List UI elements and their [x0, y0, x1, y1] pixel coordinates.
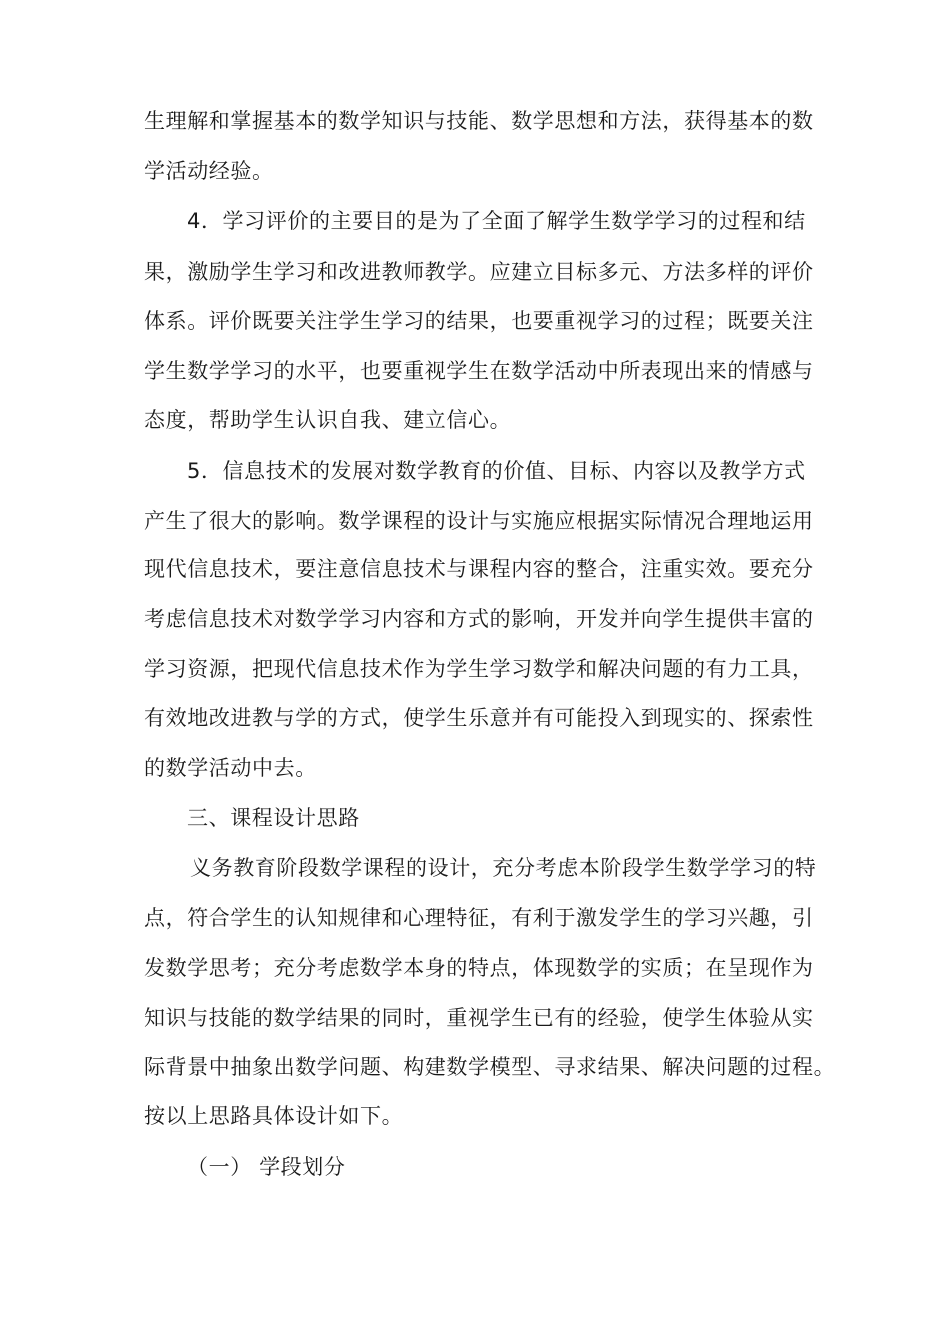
text-line: 按以上思路具体设计如下。: [144, 1104, 404, 1128]
text-line: 发数学思考；充分考虑数学本身的特点，体现数学的实质；在呈现作为: [144, 956, 814, 980]
text-line: 义务教育阶段数学课程的设计，充分考虑本阶段学生数学学习的特: [190, 856, 817, 880]
text-line: 体系。评价既要关注学生学习的结果，也要重视学习的过程；既要关注: [144, 309, 814, 333]
text-line: 有效地改进教与学的方式，使学生乐意并有可能投入到现实的、探索性: [144, 706, 814, 730]
subsection-heading: （一） 学段划分: [187, 1155, 346, 1179]
text-line: 生理解和掌握基本的数学知识与技能、数学思想和方法，获得基本的数: [144, 109, 814, 133]
text-line: 点，符合学生的认知规律和心理特征，有利于激发学生的学习兴趣，引: [144, 906, 814, 930]
text-line: 考虑信息技术对数学学习内容和方式的影响，开发并向学生提供丰富的: [144, 607, 814, 631]
text-line: 5．信息技术的发展对数学教育的价值、目标、内容以及教学方式: [187, 459, 806, 483]
text-line: 4．学习评价的主要目的是为了全面了解学生数学学习的过程和结: [187, 209, 806, 233]
text-line: 态度，帮助学生认识自我、建立信心。: [144, 408, 512, 432]
text-line: 果，激励学生学习和改进教师教学。应建立目标多元、方法多样的评价: [144, 260, 814, 284]
section-heading: 三、课程设计思路: [187, 806, 360, 830]
text-line: 产生了很大的影响。数学课程的设计与实施应根据实际情况合理地运用: [144, 509, 814, 533]
text-line: 学习资源，把现代信息技术作为学生学习数学和解决问题的有力工具，: [144, 657, 814, 681]
text-line: 的数学活动中去。: [144, 756, 317, 780]
text-line: 学生数学学习的水平，也要重视学生在数学活动中所表现出来的情感与: [144, 359, 814, 383]
text-line: 际背景中抽象出数学问题、构建数学模型、寻求结果、解决问题的过程。: [144, 1055, 836, 1079]
text-line: 学活动经验。: [144, 159, 274, 183]
text-line: 现代信息技术，要注意信息技术与课程内容的整合，注重实效。要充分: [144, 557, 814, 581]
text-line: 知识与技能的数学结果的同时，重视学生已有的经验，使学生体验从实: [144, 1006, 814, 1030]
